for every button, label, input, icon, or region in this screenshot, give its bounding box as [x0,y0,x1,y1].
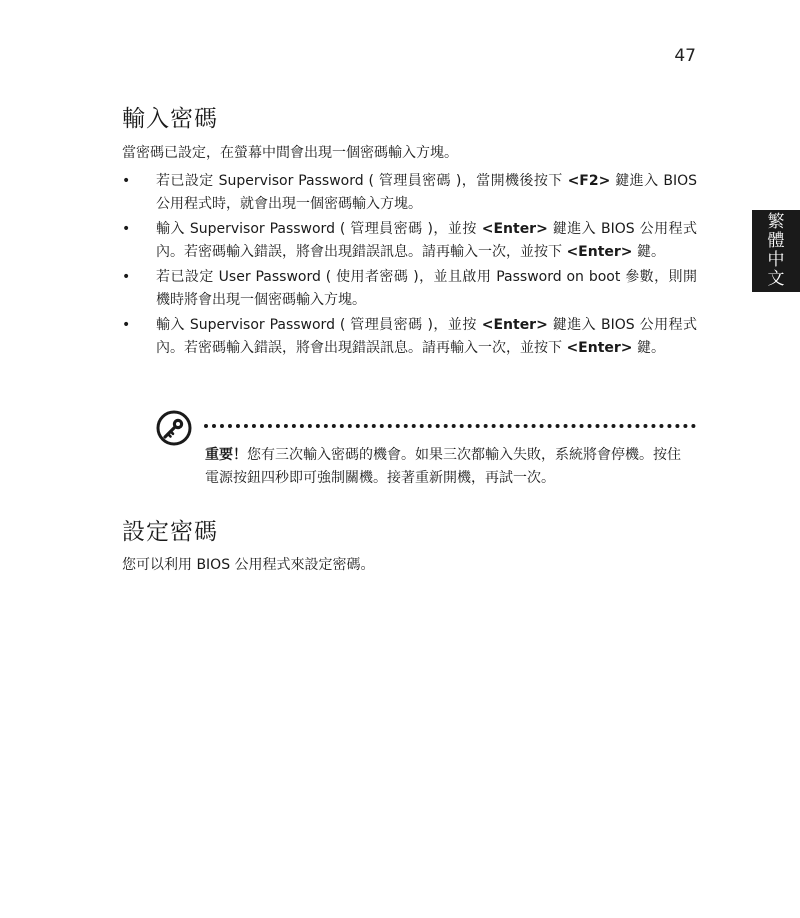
item-text: 鍵。 [632,339,665,356]
side-tab-char: 體 [767,231,785,251]
side-tab-char: 中 [767,250,785,270]
item-text: 輸入 Supervisor Password ( 管理員密碼 )，並按 [156,221,482,237]
note-divider [204,424,696,428]
section-intro: 您可以利用 BIOS 公用程式來設定密碼。 [122,557,375,573]
key-label: <Enter> [566,243,633,260]
side-tab-char: 文 [767,269,785,289]
item-text: 鍵進入 BIOS 公用程式內。若密碼輸入錯誤，將會出現錯誤訊息。請再輸入一次，並按下 [156,221,697,260]
list-item [122,218,697,263]
key-label: <Enter> [566,339,633,356]
item-text: 鍵。 [632,243,665,260]
list-item [122,170,697,215]
item-text: 輸入 Supervisor Password ( 管理員密碼 )，並按 [156,317,482,333]
bullet-dot: • [122,269,131,285]
key-label: <Enter> [481,317,548,333]
bullet-dot: • [122,221,131,237]
bullet-list [122,170,697,362]
key-label: <Enter> [481,221,548,237]
section-title-enter-password: 輸入密碼 [122,106,218,132]
page-number: 47 [674,46,696,66]
section-title-set-password: 設定密碼 [122,519,218,545]
note-body: 您有三次輸入密碼的機會。如果三次都輸入失敗，系統將會停機。按住電源按鈕四秒即可強制關機。接著重新開機，再試一次。 [205,447,681,486]
important-note [205,444,685,489]
language-side-tab [752,210,800,292]
list-item [122,266,697,311]
section-intro: 當密碼已設定，在螢幕中間會出現一個密碼輸入方塊。 [122,145,458,161]
bullet-dot: • [122,173,131,189]
list-item [122,314,697,359]
item-text: 鍵進入 BIOS 公用程式內。若密碼輸入錯誤，將會出現錯誤訊息。請再輸入一次，並按下 [156,317,697,356]
note-label: 重要！ [205,447,247,463]
side-tab-char: 繁 [767,212,785,232]
key-label: <F2> [567,173,611,189]
item-text: 若已設定 Supervisor Password ( 管理員密碼 )，當開機後按下 [156,173,568,189]
bullet-dot: • [122,317,131,333]
item-text: 若已設定 User Password ( 使用者密碼 )，並且啟用 Password on boot 參數，則開機時將會出現一個密碼輸入方塊。 [156,269,697,308]
item-text: 鍵進入 BIOS 公用程式時，就會出現一個密碼輸入方塊。 [156,173,698,212]
key-note-icon [156,410,192,446]
